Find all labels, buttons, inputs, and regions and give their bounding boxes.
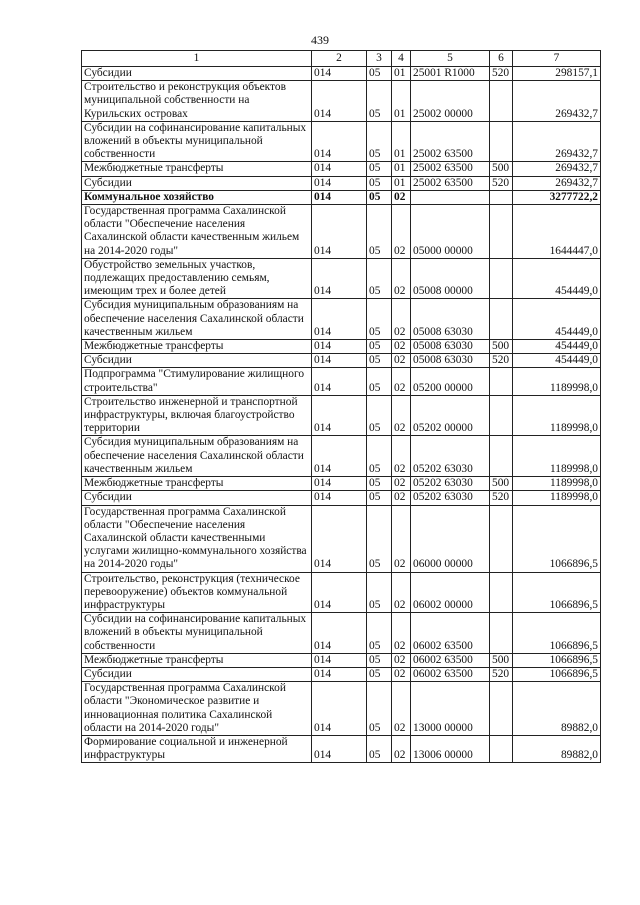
code-expense-type-cell: 500 [490, 653, 513, 667]
amount-cell: 1066896,5 [513, 505, 601, 572]
code-expense-type-cell [490, 395, 513, 436]
amount-cell: 89882,0 [513, 682, 601, 736]
code-ministry-cell: 014 [312, 81, 367, 122]
item-name-cell: Субсидии [82, 176, 312, 190]
code-ministry-cell: 014 [312, 491, 367, 505]
code-section-cell: 05 [367, 735, 392, 762]
item-name-cell: Субсидии [82, 667, 312, 681]
code-ministry-cell: 014 [312, 667, 367, 681]
item-name-cell: Строительство и реконструкция объектов муниципальной собственности на Курильских островах [82, 81, 312, 122]
table-row [82, 299, 601, 340]
code-ministry-cell: 014 [312, 162, 367, 176]
amount-cell: 1189998,0 [513, 477, 601, 491]
table-row [82, 572, 601, 613]
item-name-cell: Субсидия муниципальным образованиям на обеспечение населения Сахалинской области качественным жильем [82, 299, 312, 340]
code-section-cell: 05 [367, 368, 392, 395]
code-target-cell: 05202 00000 [411, 395, 490, 436]
code-subsection-cell: 02 [392, 653, 411, 667]
code-expense-type-cell: 500 [490, 340, 513, 354]
code-subsection-cell: 02 [392, 505, 411, 572]
item-name-cell: Обустройство земельных участков, подлежащих предоставлению семьям, имеющим трех и более детей [82, 258, 312, 299]
code-expense-type-cell: 520 [490, 354, 513, 368]
amount-cell: 269432,7 [513, 176, 601, 190]
table-row [82, 653, 601, 667]
code-ministry-cell: 014 [312, 176, 367, 190]
code-subsection-cell: 02 [392, 477, 411, 491]
code-section-cell: 05 [367, 340, 392, 354]
amount-cell: 1189998,0 [513, 491, 601, 505]
table-row [82, 205, 601, 259]
table-row [82, 258, 601, 299]
item-name-cell: Субсидии [82, 491, 312, 505]
item-name-cell: Субсидия муниципальным образованиям на обеспечение населения Сахалинской области качественным жильем [82, 436, 312, 477]
item-name-cell: Формирование социальной и инженерной инфраструктуры [82, 735, 312, 762]
code-section-cell: 05 [367, 572, 392, 613]
code-section-cell: 05 [367, 436, 392, 477]
code-expense-type-cell [490, 735, 513, 762]
item-name-cell: Коммунальное хозяйство [82, 190, 312, 204]
code-target-cell: 05008 63030 [411, 299, 490, 340]
code-target-cell: 13006 00000 [411, 735, 490, 762]
table-row [82, 176, 601, 190]
code-section-cell: 05 [367, 176, 392, 190]
code-subsection-cell: 02 [392, 205, 411, 259]
code-subsection-cell: 02 [392, 190, 411, 204]
code-expense-type-cell: 500 [490, 477, 513, 491]
code-subsection-cell: 02 [392, 491, 411, 505]
code-subsection-cell: 02 [392, 613, 411, 654]
code-subsection-cell: 02 [392, 258, 411, 299]
code-subsection-cell: 02 [392, 368, 411, 395]
code-expense-type-cell [490, 682, 513, 736]
code-target-cell: 05202 63030 [411, 477, 490, 491]
code-section-cell: 05 [367, 505, 392, 572]
amount-cell: 1189998,0 [513, 395, 601, 436]
amount-cell: 454449,0 [513, 340, 601, 354]
code-ministry-cell: 014 [312, 340, 367, 354]
code-subsection-cell: 02 [392, 354, 411, 368]
code-target-cell [411, 190, 490, 204]
code-subsection-cell: 02 [392, 572, 411, 613]
code-section-cell: 05 [367, 682, 392, 736]
header-row [82, 51, 601, 67]
amount-cell: 89882,0 [513, 735, 601, 762]
code-ministry-cell: 014 [312, 354, 367, 368]
code-section-cell: 05 [367, 299, 392, 340]
code-subsection-cell: 02 [392, 735, 411, 762]
item-name-cell: Строительство, реконструкция (техническое перевооружение) объектов коммунальной инфраструктуры [82, 572, 312, 613]
code-expense-type-cell [490, 299, 513, 340]
code-target-cell: 13000 00000 [411, 682, 490, 736]
code-subsection-cell: 02 [392, 436, 411, 477]
amount-cell: 1066896,5 [513, 572, 601, 613]
code-expense-type-cell [490, 121, 513, 162]
table-row [82, 613, 601, 654]
table-row [82, 735, 601, 762]
code-section-cell: 05 [367, 491, 392, 505]
code-section-cell: 05 [367, 667, 392, 681]
code-ministry-cell: 014 [312, 436, 367, 477]
code-section-cell: 05 [367, 205, 392, 259]
code-target-cell: 05008 00000 [411, 258, 490, 299]
code-target-cell: 25002 63500 [411, 162, 490, 176]
code-expense-type-cell [490, 81, 513, 122]
code-target-cell: 25001 R1000 [411, 67, 490, 81]
code-expense-type-cell [490, 572, 513, 613]
table-row [82, 67, 601, 81]
code-expense-type-cell: 500 [490, 162, 513, 176]
amount-cell: 454449,0 [513, 299, 601, 340]
table-row [82, 190, 601, 204]
code-expense-type-cell [490, 505, 513, 572]
code-ministry-cell: 014 [312, 299, 367, 340]
amount-cell: 269432,7 [513, 162, 601, 176]
table-row [82, 395, 601, 436]
amount-cell: 1066896,5 [513, 667, 601, 681]
code-expense-type-cell [490, 190, 513, 204]
col-header-5: 5 [411, 51, 490, 67]
code-section-cell: 05 [367, 258, 392, 299]
code-target-cell: 06000 00000 [411, 505, 490, 572]
code-target-cell: 05202 63030 [411, 436, 490, 477]
code-subsection-cell: 01 [392, 121, 411, 162]
code-section-cell: 05 [367, 67, 392, 81]
amount-cell: 454449,0 [513, 258, 601, 299]
item-name-cell: Государственная программа Сахалинской области "Обеспечение населения Сахалинской области качественными услугами жилищно-коммунального хозяйства на 2014-2020 годы" [82, 505, 312, 572]
item-name-cell: Субсидии [82, 354, 312, 368]
code-ministry-cell: 014 [312, 258, 367, 299]
col-header-4: 4 [392, 51, 411, 67]
code-target-cell: 05000 00000 [411, 205, 490, 259]
table-row [82, 340, 601, 354]
amount-cell: 298157,1 [513, 67, 601, 81]
code-subsection-cell: 01 [392, 162, 411, 176]
page-number: 439 [311, 33, 329, 47]
code-target-cell: 06002 63500 [411, 653, 490, 667]
code-expense-type-cell: 520 [490, 491, 513, 505]
budget-table [81, 50, 601, 763]
col-header-7: 7 [513, 51, 601, 67]
code-ministry-cell: 014 [312, 572, 367, 613]
amount-cell: 1189998,0 [513, 436, 601, 477]
code-expense-type-cell [490, 368, 513, 395]
code-ministry-cell: 014 [312, 613, 367, 654]
code-subsection-cell: 01 [392, 67, 411, 81]
table-row [82, 368, 601, 395]
amount-cell: 1189998,0 [513, 368, 601, 395]
table-row [82, 505, 601, 572]
code-subsection-cell: 01 [392, 176, 411, 190]
code-target-cell: 05200 00000 [411, 368, 490, 395]
code-section-cell: 05 [367, 162, 392, 176]
code-expense-type-cell: 520 [490, 667, 513, 681]
code-ministry-cell: 014 [312, 477, 367, 491]
table-row [82, 491, 601, 505]
table-row [82, 162, 601, 176]
table-body [82, 67, 601, 763]
code-section-cell: 05 [367, 81, 392, 122]
code-target-cell: 06002 63500 [411, 667, 490, 681]
code-subsection-cell: 02 [392, 340, 411, 354]
code-expense-type-cell [490, 205, 513, 259]
item-name-cell: Государственная программа Сахалинской области "Экономическое развитие и инновационная политика Сахалинской области на 2014-2020 годы" [82, 682, 312, 736]
code-subsection-cell: 01 [392, 81, 411, 122]
code-ministry-cell: 014 [312, 395, 367, 436]
code-ministry-cell: 014 [312, 190, 367, 204]
code-section-cell: 05 [367, 190, 392, 204]
code-ministry-cell: 014 [312, 368, 367, 395]
code-expense-type-cell: 520 [490, 67, 513, 81]
item-name-cell: Строительство инженерной и транспортной инфраструктуры, включая благоустройство территории [82, 395, 312, 436]
code-ministry-cell: 014 [312, 121, 367, 162]
code-ministry-cell: 014 [312, 505, 367, 572]
code-ministry-cell: 014 [312, 682, 367, 736]
code-section-cell: 05 [367, 613, 392, 654]
code-target-cell: 25002 00000 [411, 81, 490, 122]
code-target-cell: 25002 63500 [411, 121, 490, 162]
item-name-cell: Субсидии [82, 67, 312, 81]
item-name-cell: Субсидии на софинансирование капитальных вложений в объекты муниципальной собственности [82, 613, 312, 654]
code-target-cell: 06002 63500 [411, 613, 490, 654]
code-target-cell: 25002 63500 [411, 176, 490, 190]
item-name-cell: Подпрограмма "Стимулирование жилищного строительства" [82, 368, 312, 395]
code-expense-type-cell [490, 436, 513, 477]
code-subsection-cell: 02 [392, 682, 411, 736]
code-section-cell: 05 [367, 477, 392, 491]
amount-cell: 3277722,2 [513, 190, 601, 204]
col-header-6: 6 [490, 51, 513, 67]
code-section-cell: 05 [367, 395, 392, 436]
code-section-cell: 05 [367, 121, 392, 162]
amount-cell: 269432,7 [513, 121, 601, 162]
code-subsection-cell: 02 [392, 667, 411, 681]
code-expense-type-cell: 520 [490, 176, 513, 190]
item-name-cell: Межбюджетные трансферты [82, 162, 312, 176]
col-header-1: 1 [82, 51, 312, 67]
code-section-cell: 05 [367, 653, 392, 667]
code-expense-type-cell [490, 258, 513, 299]
code-subsection-cell: 02 [392, 299, 411, 340]
code-target-cell: 05008 63030 [411, 354, 490, 368]
table-row [82, 121, 601, 162]
item-name-cell: Государственная программа Сахалинской области "Обеспечение населения Сахалинской области качественным жильем на 2014-2020 годы" [82, 205, 312, 259]
table-row [82, 81, 601, 122]
table-row [82, 354, 601, 368]
item-name-cell: Субсидии на софинансирование капитальных вложений в объекты муниципальной собственности [82, 121, 312, 162]
item-name-cell: Межбюджетные трансферты [82, 653, 312, 667]
table-row [82, 667, 601, 681]
col-header-2: 2 [312, 51, 367, 67]
code-ministry-cell: 014 [312, 205, 367, 259]
code-section-cell: 05 [367, 354, 392, 368]
col-header-3: 3 [367, 51, 392, 67]
amount-cell: 454449,0 [513, 354, 601, 368]
amount-cell: 1644447,0 [513, 205, 601, 259]
table-row [82, 477, 601, 491]
amount-cell: 269432,7 [513, 81, 601, 122]
amount-cell: 1066896,5 [513, 613, 601, 654]
item-name-cell: Межбюджетные трансферты [82, 477, 312, 491]
code-expense-type-cell [490, 613, 513, 654]
code-ministry-cell: 014 [312, 653, 367, 667]
code-target-cell: 05008 63030 [411, 340, 490, 354]
code-ministry-cell: 014 [312, 67, 367, 81]
code-target-cell: 05202 63030 [411, 491, 490, 505]
table-row [82, 436, 601, 477]
item-name-cell: Межбюджетные трансферты [82, 340, 312, 354]
code-ministry-cell: 014 [312, 735, 367, 762]
code-subsection-cell: 02 [392, 395, 411, 436]
table-row [82, 682, 601, 736]
amount-cell: 1066896,5 [513, 653, 601, 667]
code-target-cell: 06002 00000 [411, 572, 490, 613]
